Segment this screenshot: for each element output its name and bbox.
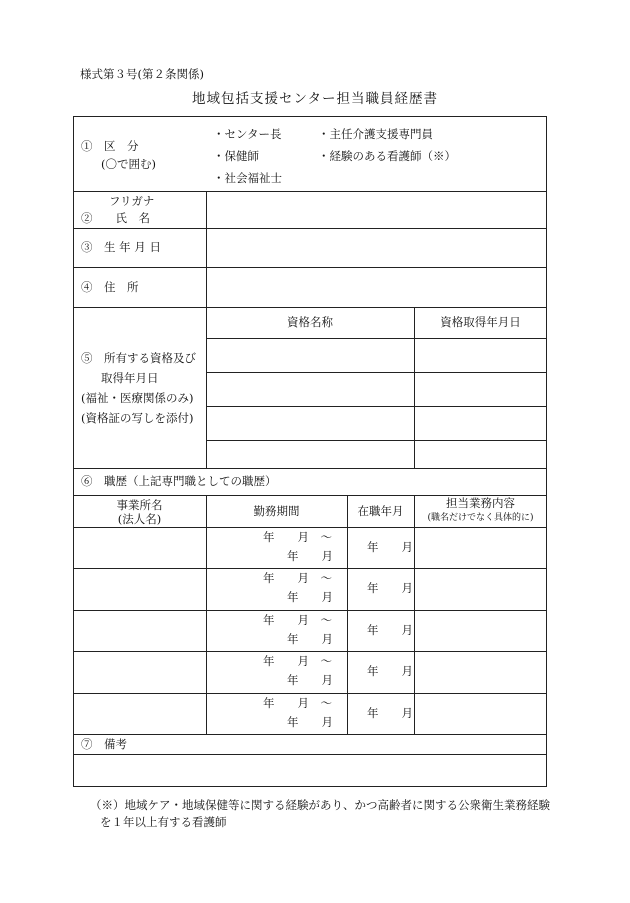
period-from: 年 月 ～ <box>263 613 332 627</box>
tenure-value: 年 月 <box>367 581 413 595</box>
rule <box>347 495 348 734</box>
tenure-header: 在職年月 <box>357 504 404 518</box>
section-6-label: ⑥ 職歴（上記専門職としての職歴） <box>81 474 277 488</box>
furigana-label: フリガナ <box>109 194 155 208</box>
remarks-field[interactable] <box>74 755 546 786</box>
rule <box>206 406 547 407</box>
office-header: 事業所名 <box>116 498 163 512</box>
document-title: 地域包括支援センター担当職員経歴書 <box>192 91 438 107</box>
period-to: 年 月 <box>287 715 333 729</box>
address-field[interactable] <box>207 268 546 307</box>
rule <box>73 786 547 787</box>
rule <box>414 495 415 734</box>
rule <box>546 116 547 787</box>
duties-header-note: (職名だけでなく具体的に) <box>427 513 534 523</box>
rule <box>206 338 547 339</box>
period-to: 年 月 <box>287 590 333 604</box>
resume-form-table <box>73 116 547 786</box>
tenure-value: 年 月 <box>367 540 413 554</box>
option-center-director[interactable]: ・センター長 <box>213 127 282 141</box>
rule <box>206 495 207 734</box>
rule <box>73 610 547 611</box>
period-from: 年 月 ～ <box>263 696 332 710</box>
qualification-date-header: 資格取得年月日 <box>440 315 521 329</box>
period-to: 年 月 <box>287 673 333 687</box>
section-3-label: ③ 生 年 月 日 <box>81 240 161 254</box>
period-from: 年 月 ～ <box>263 654 332 668</box>
rule <box>206 440 547 441</box>
qualification-name-header: 資格名称 <box>287 315 333 329</box>
office-header-sub: (法人名) <box>117 512 162 526</box>
tenure-value: 年 月 <box>367 706 413 720</box>
tenure-value: 年 月 <box>367 664 413 678</box>
period-header: 勤務期間 <box>253 504 300 518</box>
section-5-label: ⑤ 所有する資格及び <box>81 351 196 365</box>
rule <box>73 568 547 569</box>
section-2-label: ② 氏 名 <box>81 211 150 225</box>
footnote: （※）地域ケア・地域保健等に関する経験があり、かつ高齢者に関する公衆衛生業務経験 <box>90 798 550 812</box>
period-from: 年 月 ～ <box>263 571 332 585</box>
section-7-label: ⑦ 備考 <box>81 737 127 751</box>
rule <box>73 307 547 308</box>
section-5-label-2: 取得年月日 <box>101 371 159 385</box>
birthdate-field[interactable] <box>207 229 546 267</box>
rule <box>73 468 547 469</box>
name-field[interactable] <box>207 192 546 228</box>
section-5-label-4: (資格証の写しを添付) <box>81 411 194 425</box>
section-4-label: ④ 住 所 <box>81 280 139 294</box>
option-public-health-nurse[interactable]: ・保健師 <box>213 149 259 163</box>
section-1-label: ① 区 分 <box>81 139 139 153</box>
rule <box>73 693 547 694</box>
tenure-value: 年 月 <box>367 623 413 637</box>
option-chief-care-manager[interactable]: ・主任介護支援専門員 <box>318 127 433 141</box>
rule <box>73 651 547 652</box>
duties-header: 担当業務内容 <box>446 496 515 510</box>
period-to: 年 月 <box>287 549 333 563</box>
rule <box>206 372 547 373</box>
rule <box>73 116 547 117</box>
section-5-label-3: (福祉・医療関係のみ) <box>81 391 194 405</box>
section-1-sub: (〇で囲む) <box>101 157 156 171</box>
option-experienced-nurse[interactable]: ・経験のある看護師（※） <box>318 149 456 163</box>
rule <box>73 734 547 735</box>
rule <box>73 116 74 787</box>
rule <box>73 527 547 528</box>
option-social-worker[interactable]: ・社会福祉士 <box>213 171 282 185</box>
form-number: 様式第３号(第２条関係) <box>80 67 204 81</box>
period-to: 年 月 <box>287 632 333 646</box>
rule <box>414 307 415 468</box>
footnote-line-2: を１年以上有する看護師 <box>100 815 227 829</box>
period-from: 年 月 ～ <box>263 530 332 544</box>
